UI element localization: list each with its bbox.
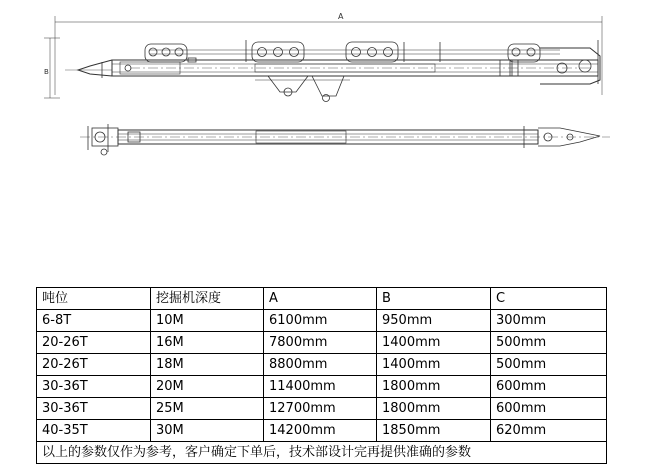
top-view (80, 124, 610, 155)
table-cell: 8800mm (264, 354, 377, 376)
roller-bracket-4 (508, 44, 540, 62)
table-cell: 30M (151, 420, 264, 442)
table-cell: 1400mm (377, 332, 491, 354)
dimension-label-b: B (44, 68, 49, 76)
header-cell-c: C (491, 288, 607, 310)
table-cell: 6-8T (37, 310, 151, 332)
table-cell: 1400mm (377, 354, 491, 376)
table-cell: 20-26T (37, 354, 151, 376)
table-note: 以上的参数仅作为参考，客户确定下单后，技术部设计完再提供准确的参数 (37, 442, 607, 464)
table-cell: 18M (151, 354, 264, 376)
table-cell: 600mm (491, 376, 607, 398)
table-cell: 500mm (491, 332, 607, 354)
header-cell-depth: 挖掘机深度 (151, 288, 264, 310)
table-row (37, 420, 607, 442)
table-cell: 1850mm (377, 420, 491, 442)
table-row (37, 354, 607, 376)
table-cell: 620mm (491, 420, 607, 442)
table-note-row (37, 442, 607, 464)
table-cell: 600mm (491, 398, 607, 420)
table-cell: 1800mm (377, 398, 491, 420)
roller-bracket-3 (346, 42, 398, 62)
table-cell: 30-36T (37, 398, 151, 420)
table-cell: 10M (151, 310, 264, 332)
table-row (37, 398, 607, 420)
dimension-label-a: A (338, 12, 344, 21)
roller-bracket-2 (252, 42, 304, 62)
table-cell: 300mm (491, 310, 607, 332)
table-cell: 11400mm (264, 376, 377, 398)
table-cell: 20-26T (37, 332, 151, 354)
table-cell: 25M (151, 398, 264, 420)
table-cell: 1800mm (377, 376, 491, 398)
header-cell-b: B (377, 288, 491, 310)
header-cell-tonnage: 吨位 (37, 288, 151, 310)
table-cell: 30-36T (37, 376, 151, 398)
table-cell: 6100mm (264, 310, 377, 332)
table-cell: 16M (151, 332, 264, 354)
table-header-row (37, 288, 607, 310)
side-view (44, 12, 602, 102)
table-row (37, 376, 607, 398)
table-cell: 500mm (491, 354, 607, 376)
roller-bracket-1 (145, 44, 187, 62)
table-cell: 7800mm (264, 332, 377, 354)
header-cell-a: A (264, 288, 377, 310)
table-cell: 12700mm (264, 398, 377, 420)
table-cell: 950mm (377, 310, 491, 332)
table-cell: 20M (151, 376, 264, 398)
table-cell: 40-35T (37, 420, 151, 442)
table-row (37, 332, 607, 354)
table-row (37, 310, 607, 332)
spec-table (36, 287, 607, 464)
table-cell: 14200mm (264, 420, 377, 442)
